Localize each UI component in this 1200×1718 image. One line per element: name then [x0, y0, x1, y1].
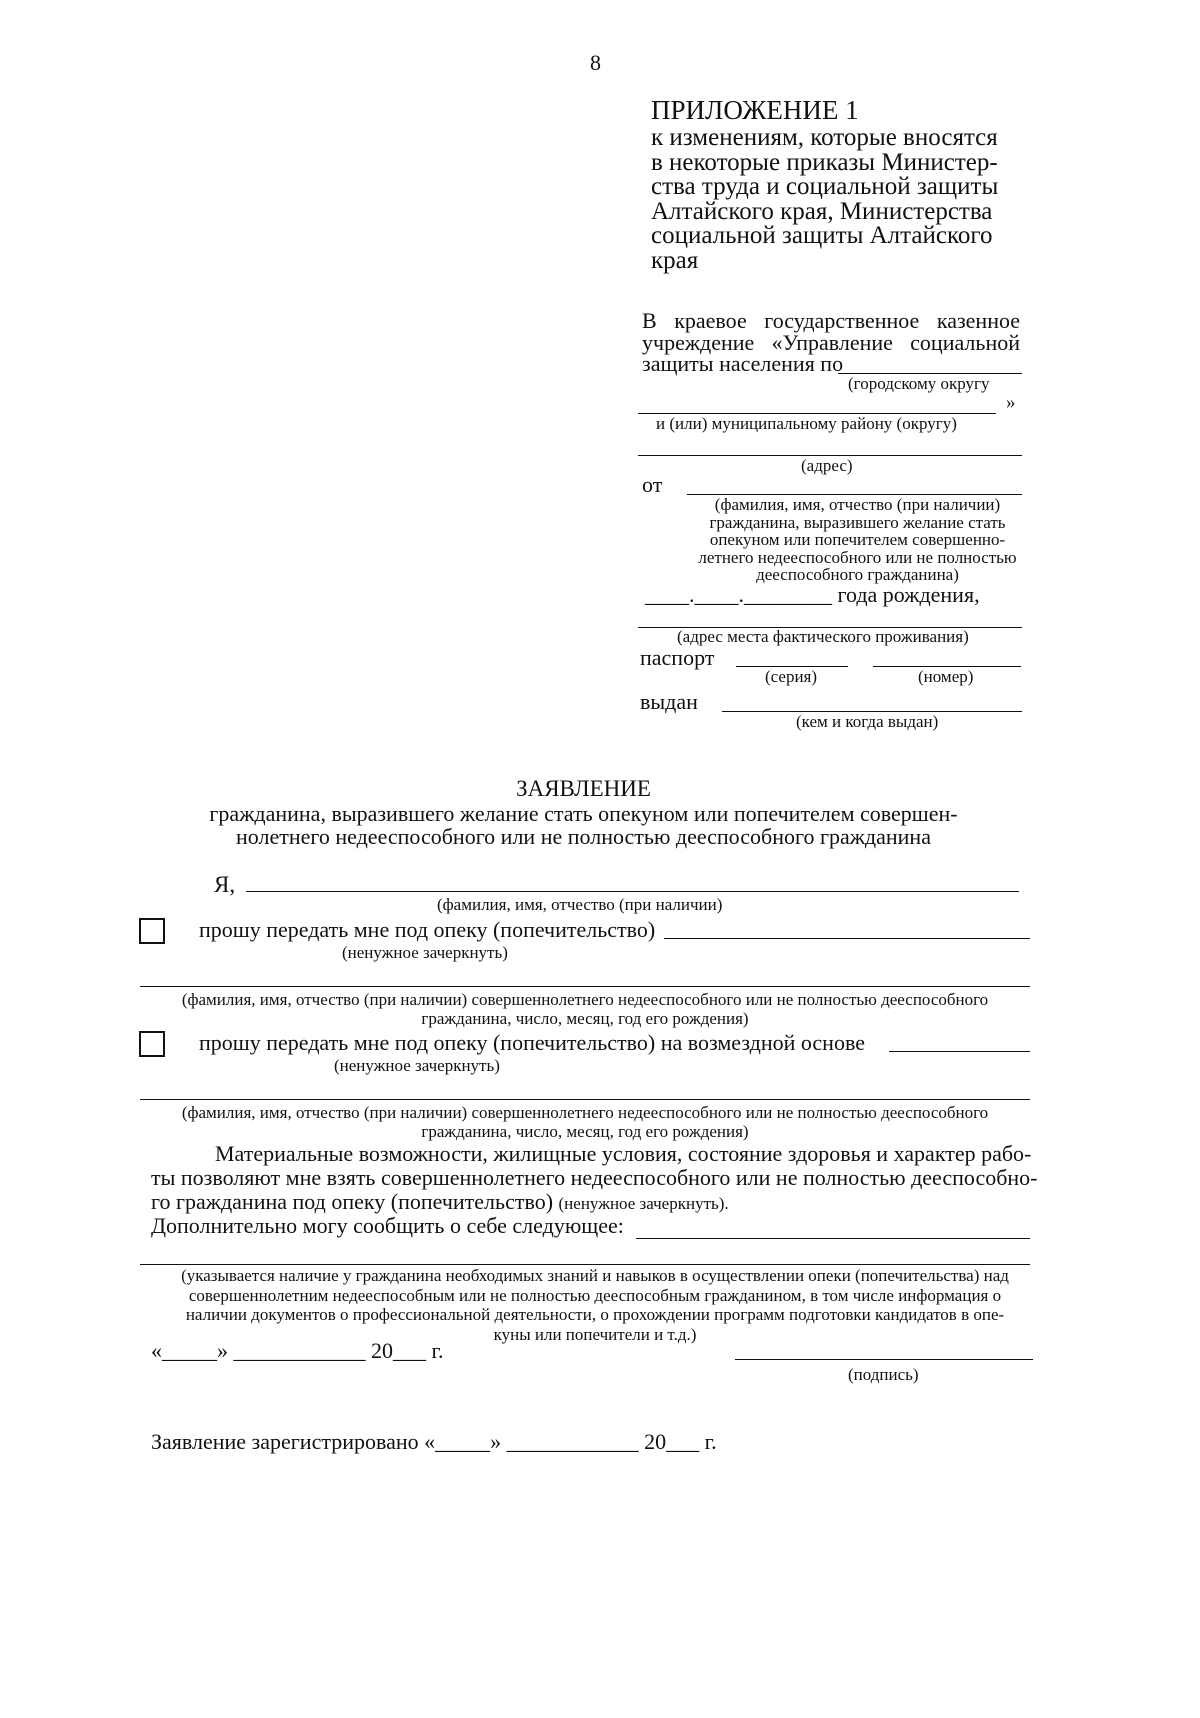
appendix-line: ства труда и социальной защиты	[651, 173, 999, 200]
option-2-field[interactable]	[889, 1051, 1030, 1052]
appendix-line: социальной защиты Алтайского	[651, 222, 993, 249]
paragraph-strike-hint: (ненужное зачеркнуть).	[558, 1194, 729, 1213]
statement-subtitle	[0, 802, 1167, 848]
appendix-line: к изменениям, которые вносятся	[651, 124, 998, 151]
option-1-checkbox[interactable]	[139, 918, 165, 944]
appendix-text	[651, 126, 1023, 273]
statement-subtitle-line: нолетнего недееспособного или не полностью дееспособного гражданина	[236, 824, 931, 849]
birth-date-field[interactable]: ____.____.________ года рождения,	[645, 582, 980, 607]
appendix-line: края	[651, 246, 699, 274]
option-2-text: прошу передать мне под опеку (попечительство) на возмездной основе	[199, 1030, 865, 1055]
addressee-line-2: учреждение «Управление социальной	[642, 330, 1020, 355]
signature-hint: (подпись)	[848, 1365, 919, 1384]
quote-close: »	[1006, 392, 1016, 413]
date-field[interactable]: «_____» ____________ 20___ г.	[151, 1338, 444, 1363]
appendix-line: Алтайского края, Министерства	[651, 197, 993, 225]
additional-field-2[interactable]	[140, 1264, 1030, 1265]
applicant-fio-hint-line: дееспособного гражданина)	[756, 565, 959, 584]
statement-subtitle-line: гражданина, выразившего желание стать опекуном или попечителем совершен-	[209, 801, 958, 826]
address-hint: (адрес)	[801, 456, 853, 475]
applicant-fio-hint-line: летнего недееспособного или не полностью	[698, 547, 1017, 567]
declarant-fio-field[interactable]	[246, 891, 1019, 892]
appendix-line: в некоторые приказы Министер-	[651, 148, 998, 176]
option-2-strike-hint: (ненужное зачеркнуть)	[334, 1056, 500, 1075]
ward-2-hint-line: (фамилия, имя, отчество (при наличии) совершеннолетнего недееспособного или не полностью дееспособного	[181, 1103, 989, 1122]
paragraph-line-3-text: го гражданина под опеку (попечительство)	[151, 1189, 554, 1214]
i-label: Я,	[214, 872, 236, 897]
additional-hint	[110, 1266, 1080, 1344]
ward-1-field[interactable]	[140, 986, 1030, 987]
additional-hint-line: куны или попечители и т.д.)	[493, 1324, 697, 1344]
additional-label: Дополнительно могу сообщить о себе следующее:	[151, 1213, 624, 1238]
ward-1-hint	[110, 990, 1060, 1028]
appendix-title: ПРИЛОЖЕНИЕ 1	[651, 95, 859, 125]
addressee-line-1: В краевое государственное казенное	[642, 308, 1020, 333]
ward-1-hint-line: (фамилия, имя, отчество (при наличии) совершеннолетнего недееспособного или не полностью дееспособного	[181, 990, 989, 1009]
passport-number-hint: (номер)	[918, 667, 974, 686]
issued-hint: (кем и когда выдан)	[796, 712, 939, 731]
applicant-fio-hint-line: гражданина, выразившего желание стать	[709, 512, 1006, 532]
option-2-checkbox[interactable]	[139, 1031, 165, 1057]
passport-series-hint: (серия)	[765, 667, 818, 686]
statement-title: ЗАЯВЛЕНИЕ	[516, 776, 651, 801]
paragraph-line-3	[151, 1189, 729, 1215]
issued-label: выдан	[640, 689, 698, 714]
addressee-line-3: защиты населения по	[642, 351, 844, 376]
registration-line[interactable]: Заявление зарегистрировано «_____» ____________ 20___ г.	[151, 1429, 717, 1454]
declarant-fio-hint: (фамилия, имя, отчество (при наличии)	[437, 895, 723, 914]
additional-hint-line: совершеннолетним недееспособным или не полностью дееспособным гражданином, в том числе информация о	[188, 1285, 1002, 1305]
passport-label: паспорт	[640, 645, 715, 670]
applicant-fio-hint	[690, 496, 1025, 584]
additional-hint-line: (указывается наличие у гражданина необходимых знаний и навыков в осуществлении опеки (попечительства) над	[181, 1266, 1009, 1285]
option-1-strike-hint: (ненужное зачеркнуть)	[342, 943, 508, 962]
additional-field-1[interactable]	[636, 1238, 1030, 1239]
district-hint: (городскому округу	[848, 374, 990, 393]
applicant-fio-hint-line: (фамилия, имя, отчество (при наличии)	[714, 495, 1001, 514]
ward-2-hint-line: гражданина, число, месяц, год его рождения)	[421, 1122, 749, 1141]
additional-hint-line: наличии документов о профессиональной деятельности, о прохождении программ подготовки кандидатов в опе-	[185, 1305, 1005, 1324]
signature-field[interactable]	[735, 1359, 1033, 1360]
municipal-hint: и (или) муниципальному району (округу)	[656, 414, 957, 433]
ward-2-field[interactable]	[140, 1099, 1030, 1100]
option-1-field[interactable]	[664, 938, 1030, 939]
from-label: от	[642, 472, 663, 497]
paragraph-line-2: ты позволяют мне взять совершеннолетнего недееспособного или не полностью дееспособно-	[151, 1165, 1038, 1190]
ward-2-hint	[110, 1103, 1060, 1141]
residence-hint: (адрес места фактического проживания)	[677, 627, 969, 646]
applicant-fio-hint-line: опекуном или попечителем совершенно-	[709, 530, 1006, 549]
option-1-text: прошу передать мне под опеку (попечительство)	[199, 917, 656, 942]
ward-1-hint-line: гражданина, число, месяц, год его рождения)	[421, 1009, 749, 1028]
paragraph-line-1: Материальные возможности, жилищные условия, состояние здоровья и характер рабо-	[215, 1141, 1032, 1166]
page-number: 8	[590, 50, 601, 75]
